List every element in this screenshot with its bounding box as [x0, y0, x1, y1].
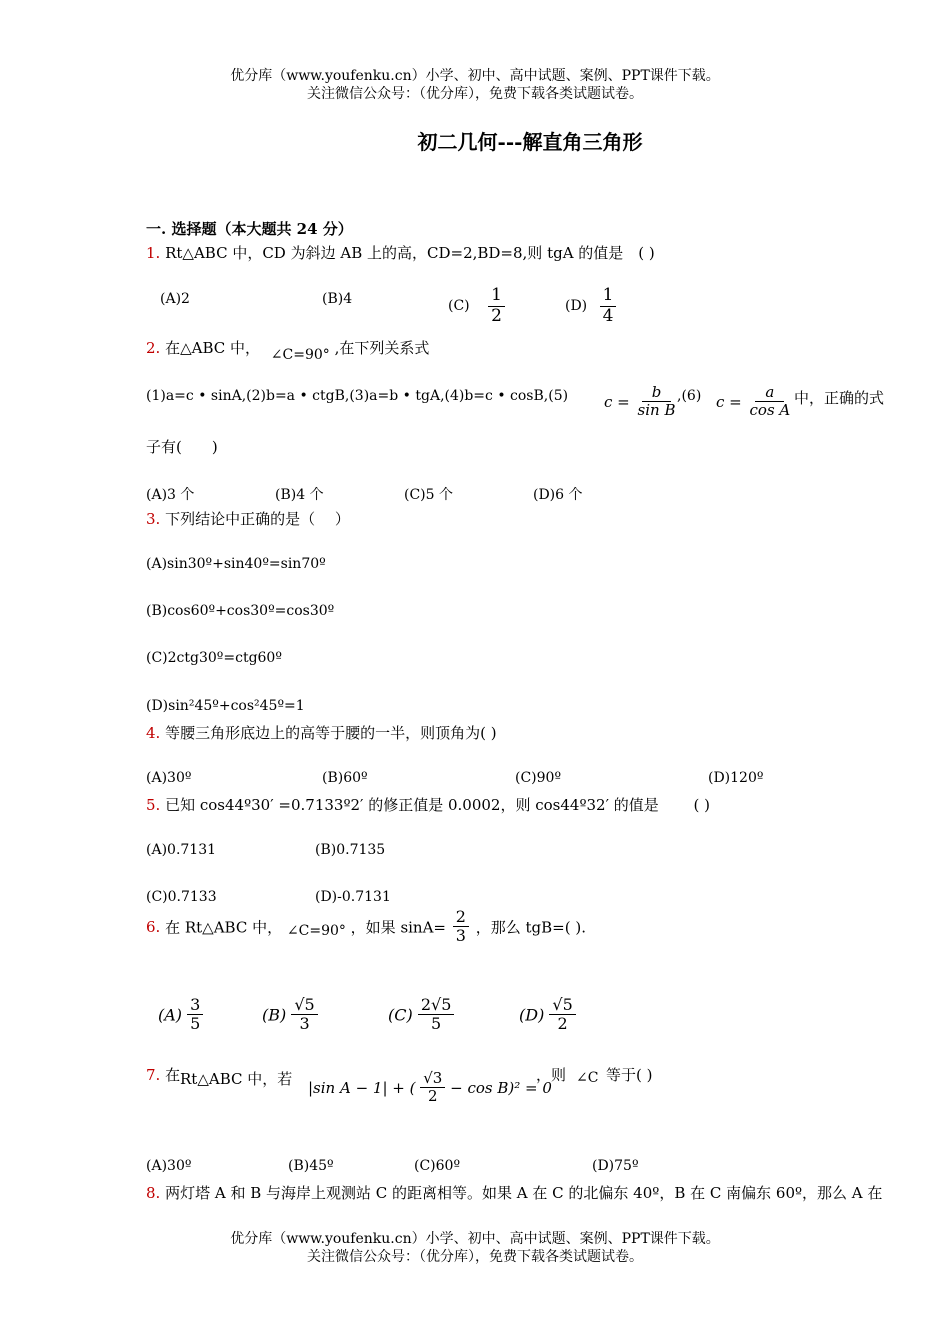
- q2-tail: 中，正确的式: [794, 389, 885, 407]
- question-number: 7.: [146, 1066, 161, 1084]
- q2-relations: (1)a=c • sinA,(2)b=a • ctgB,(3)a=b • tgA,(4)b=c • cosB,(5): [146, 388, 569, 404]
- fraction: [291, 996, 317, 1034]
- q6-option-d: [519, 996, 576, 1034]
- q2-option-c: (C)5 个: [404, 487, 453, 503]
- footer-line-2: 关注微信公众号：（优分库），免费下载各类试题试卷。: [307, 1249, 643, 1265]
- q3-option-c: (C)2ctg30º=ctg60º: [146, 650, 282, 666]
- q3-option-b: (B)cos60º+cos30º=cos30º: [146, 603, 335, 619]
- question-1: [146, 242, 655, 263]
- denominator: sin B: [637, 401, 676, 420]
- denominator: 2: [557, 1014, 568, 1034]
- q3-option-d: (D)sin²45º+cos²45º=1: [146, 698, 305, 714]
- question-5: [146, 794, 710, 815]
- question-number: 4.: [146, 724, 161, 742]
- denominator: 4: [602, 305, 614, 326]
- q4-option-b: (B)60º: [322, 770, 368, 786]
- question-text: 已知 cos44º30′ =0.7133º2′ 的修正值是 0.0002，则 cos44º32′ 的值是 ( ): [165, 796, 711, 814]
- q7-angle: ∠C: [576, 1070, 599, 1086]
- fraction: [418, 996, 455, 1034]
- denominator: 2: [428, 1087, 438, 1106]
- denominator: 3: [299, 1014, 310, 1034]
- q7-tail: 等于( ): [606, 1066, 653, 1084]
- formula-lhs: c =: [716, 392, 742, 411]
- numerator: a: [755, 384, 784, 402]
- numerator: √3: [420, 1070, 445, 1088]
- q1-option-a: (A)2: [160, 291, 190, 307]
- question-number: 3.: [146, 510, 161, 528]
- question-3: [146, 508, 350, 529]
- denominator: cos A: [749, 401, 791, 420]
- question-number: 6.: [146, 917, 161, 936]
- angle-expression: ∠C=90°: [286, 922, 346, 939]
- q7-option-b: (B)45º: [288, 1158, 334, 1174]
- footer-line-1: 优分库（www.youfenku.cn）小学、初中、高中试题、案例、PPT课件下载。: [230, 1231, 720, 1247]
- question-8: [146, 1182, 882, 1203]
- header-line-1: 优分库（www.youfenku.cn）小学、初中、高中试题、案例、PPT课件下载。: [230, 68, 720, 84]
- equation-part-1: |sin A − 1| + (: [308, 1078, 416, 1097]
- q7-option-c: (C)60º: [414, 1158, 461, 1174]
- q4-option-c: (C)90º: [515, 770, 562, 786]
- q6-option-a: [158, 996, 203, 1034]
- numerator: √5: [549, 996, 575, 1015]
- question-number: 1.: [146, 244, 161, 262]
- numerator: √5: [291, 996, 317, 1015]
- q6-option-c: [388, 996, 454, 1034]
- fraction: [600, 286, 617, 326]
- question-number: 8.: [146, 1184, 161, 1202]
- header-line-2: 关注微信公众号：（优分库），免费下载各类试题试卷。: [307, 86, 643, 102]
- option-label: (B): [262, 1005, 287, 1025]
- question-text-cont: ,在下列关系式: [334, 339, 430, 357]
- fraction: [488, 286, 505, 326]
- q7-option-d: (D)75º: [592, 1158, 639, 1174]
- question-text: 在 Rt△ABC 中，: [165, 918, 283, 937]
- q7-triangle-text: Rt△ABC 中，若: [180, 1070, 293, 1088]
- question-number: 5.: [146, 796, 161, 814]
- page-title: 初二几何---解直角三角形: [417, 130, 643, 154]
- question-text: Rt△ABC 中，CD 为斜边 AB 上的高，CD=2,BD=8,则 tgA 的值是 ( ): [165, 244, 655, 262]
- numerator: 2: [453, 908, 469, 927]
- option-label: (A): [158, 1005, 183, 1025]
- question-text-cont: ，如果 sinA=: [350, 918, 446, 937]
- option-label: (D): [565, 298, 588, 315]
- denominator: 2: [491, 305, 502, 326]
- numerator: 2√5: [418, 996, 455, 1015]
- q7-option-a: (A)30º: [146, 1158, 192, 1174]
- question-text-end: ，那么 tgB=( ).: [475, 918, 586, 937]
- question-text: 在: [165, 1066, 181, 1084]
- q2-option-a: (A)3 个: [146, 487, 195, 503]
- section-heading: 一. 选择题（本大题共 24 分）: [146, 220, 353, 238]
- q7-then: ，则: [536, 1066, 567, 1084]
- numerator: 1: [600, 286, 617, 307]
- q2-option-d: (D)6 个: [533, 487, 583, 503]
- question-text: 下列结论中正确的是（ ）: [165, 510, 350, 528]
- q4-option-d: (D)120º: [708, 770, 764, 786]
- question-text: 在△ABC 中，: [165, 339, 261, 357]
- question-text: 等腰三角形底边上的高等于腰的一半，则顶角为( ): [165, 724, 497, 742]
- question-4: [146, 722, 497, 743]
- q2-line-3: 子有( ): [146, 438, 218, 456]
- fraction: [635, 384, 679, 420]
- question-number: 2.: [146, 339, 161, 357]
- fraction: [453, 908, 469, 946]
- fraction: [747, 384, 794, 420]
- question-6: [146, 908, 586, 946]
- q1-option-c: [448, 286, 505, 326]
- denominator: 3: [455, 926, 466, 946]
- q5-option-c: (C)0.7133: [146, 889, 217, 905]
- q3-option-a: (A)sin30º+sin40º=sin70º: [146, 556, 326, 572]
- q7-equation: [308, 1070, 552, 1106]
- q6-option-b: [262, 996, 318, 1034]
- question-text: 两灯塔 A 和 B 与海岸上观测站 C 的距离相等。如果 A 在 C 的北偏东 40º，B 在 C 南偏东 60º，那么 A 在: [165, 1184, 883, 1202]
- question-2: [146, 337, 430, 363]
- q2-formula-6: [716, 384, 793, 420]
- numerator: 3: [187, 996, 203, 1015]
- q5-option-d: (D)-0.7131: [315, 889, 391, 905]
- equation-part-2: − cos B)² = 0: [450, 1078, 552, 1097]
- fraction: [187, 996, 203, 1034]
- numerator: 1: [488, 286, 505, 307]
- fraction: [420, 1070, 445, 1106]
- option-label: (D): [519, 1005, 545, 1025]
- q2-sep-6: ,(6): [677, 388, 702, 404]
- q1-option-b: (B)4: [322, 291, 353, 307]
- q4-option-a: (A)30º: [146, 770, 192, 786]
- q5-option-a: (A)0.7131: [146, 842, 217, 858]
- angle-expression: ∠C=90°: [270, 347, 330, 363]
- denominator: 5: [431, 1014, 442, 1034]
- q1-option-d: [565, 286, 616, 326]
- numerator: b: [642, 384, 672, 402]
- denominator: 5: [190, 1014, 201, 1034]
- q5-option-b: (B)0.7135: [315, 842, 386, 858]
- option-label: (C): [448, 298, 470, 315]
- q2-formula-5: [604, 384, 678, 420]
- formula-lhs: c =: [604, 392, 630, 411]
- question-7-prefix: [146, 1064, 180, 1085]
- fraction: [549, 996, 575, 1034]
- q2-option-b: (B)4 个: [275, 487, 324, 503]
- option-label: (C): [388, 1005, 413, 1025]
